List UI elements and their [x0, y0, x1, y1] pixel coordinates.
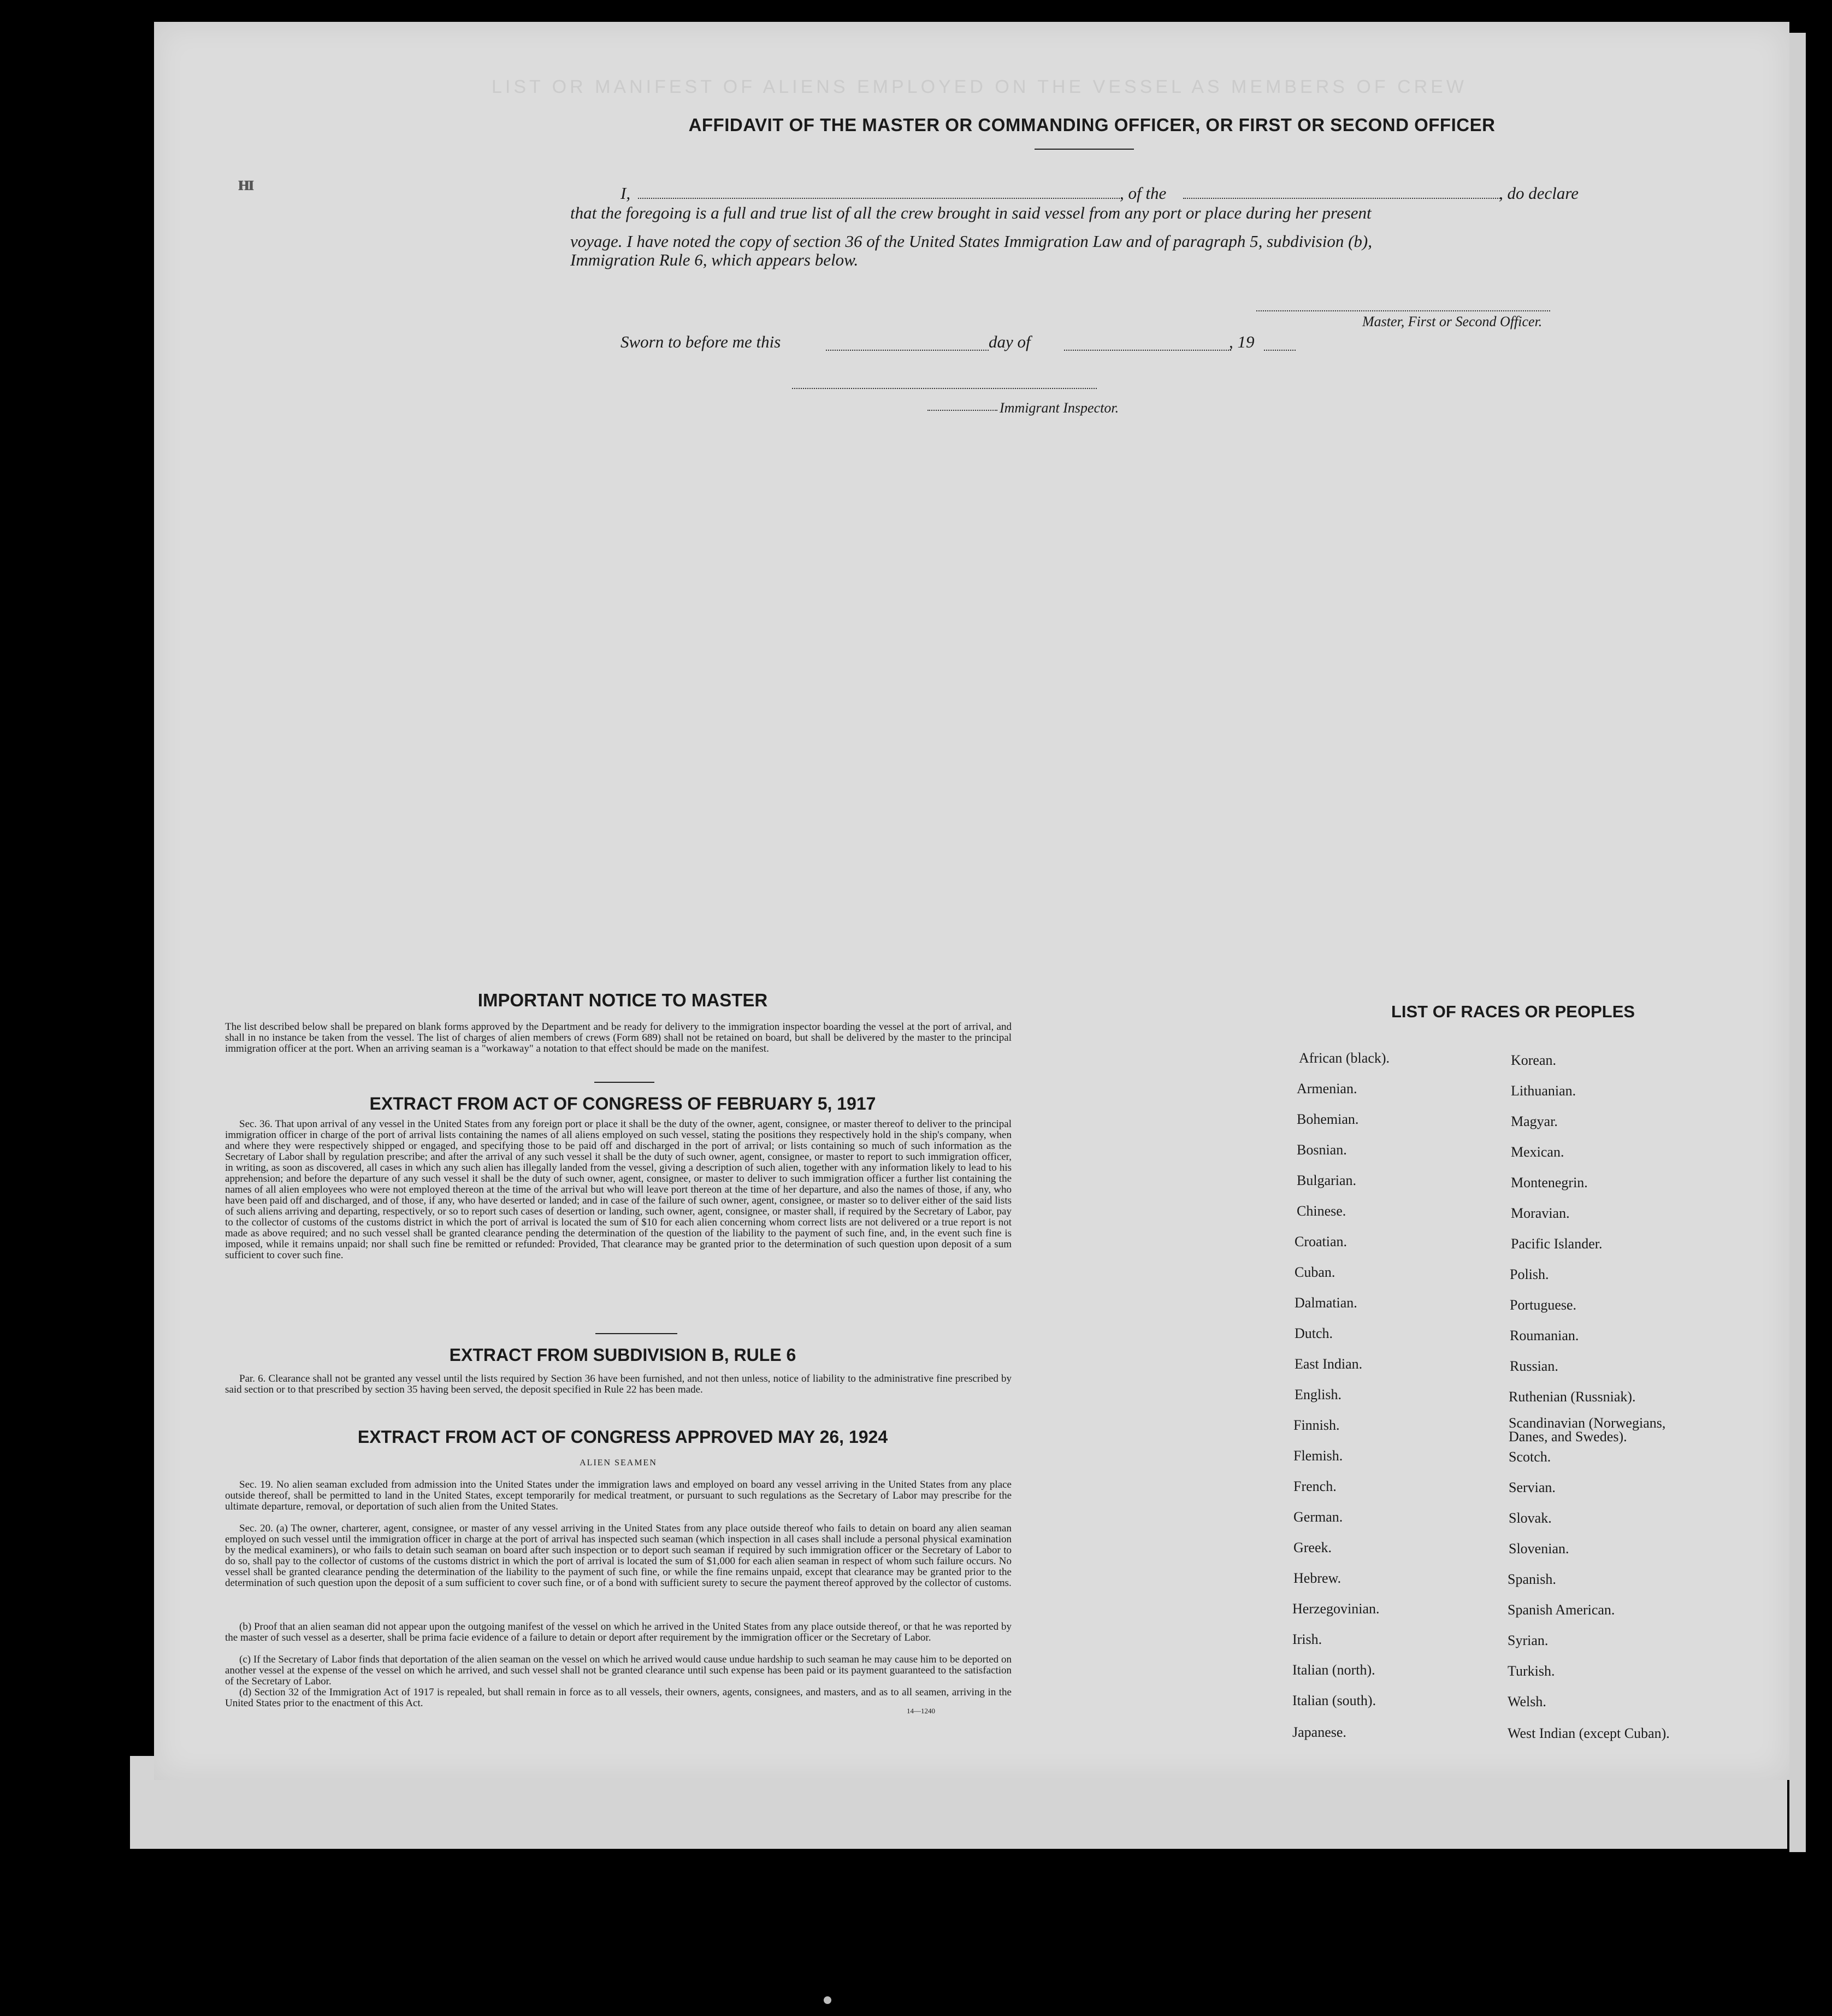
race-right-10: Roumanian. [1510, 1328, 1579, 1343]
race-right-12: Ruthenian (Russniak). [1509, 1389, 1636, 1405]
affidavit-line-4: Immigration Rule 6, which appears below. [570, 250, 859, 269]
race-right-14: Scotch. [1509, 1449, 1551, 1465]
race-right-2: Lithuanian. [1511, 1083, 1576, 1099]
race-right-23: West Indian (except Cuban). [1508, 1725, 1670, 1741]
race-left-15: French. [1293, 1478, 1337, 1494]
race-left-3: Bohemian. [1297, 1111, 1359, 1127]
inspector-caption: Immigrant Inspector. [1000, 400, 1119, 416]
race-right-17: Slovenian. [1509, 1541, 1569, 1557]
act-1924-subtitle: ALIEN SEAMEN [580, 1458, 657, 1467]
race-right-3: Magyar. [1511, 1113, 1558, 1129]
race-left-2: Armenian. [1297, 1081, 1357, 1097]
divider [595, 1333, 677, 1334]
affidavit-do-declare: , do declare [1499, 184, 1579, 203]
sworn-year-blank[interactable] [1264, 350, 1296, 351]
race-left-20: Irish. [1292, 1631, 1322, 1647]
speck-mark [824, 1996, 831, 2004]
race-left-4: Bosnian. [1297, 1142, 1347, 1158]
race-left-8: Cuban. [1295, 1264, 1335, 1280]
race-right-8: Polish. [1510, 1266, 1549, 1282]
race-right-20: Syrian. [1508, 1632, 1549, 1648]
affidavit-line-2: that the foregoing is a full and true list of all the crew brought in said vessel from any port or place during her present [570, 203, 1372, 222]
race-left-9: Dalmatian. [1295, 1295, 1357, 1311]
race-left-5: Bulgarian. [1297, 1172, 1357, 1188]
race-right-22: Welsh. [1508, 1694, 1546, 1710]
race-right-16: Slovak. [1509, 1510, 1552, 1526]
master-signature-blank[interactable] [1256, 310, 1550, 311]
rule-6-title: EXTRACT FROM SUBDIVISION B, RULE 6 [449, 1345, 796, 1365]
race-right-6: Moravian. [1511, 1205, 1570, 1221]
act-1917-title: EXTRACT FROM ACT OF CONGRESS OF FEBRUARY 5, 1917 [369, 1094, 876, 1113]
sheet-edge [1789, 33, 1806, 1852]
race-right-4: Mexican. [1511, 1144, 1564, 1160]
act-1917-body: Sec. 36. That upon arrival of any vessel in the United States from any foreign port or place it shall be the duty of the owner, agent, consignee, or master thereof to deliver to the principal immigration officer in charge of the port of arrival lists containing the names of all aliens employed on such vessel, stating the positions they respectively hold in the ship's company, when and where they were respectively shipped or engaged, and specifying those to be paid off and discharged in the port of arrival; or lists containing so much of such information as the Secretary of Labor shall by regulation prescribe; and after the arrival of any such vessel it shall be the duty of such owner, agent, consignee, or master to report to such immigration officer, in writing, as soon as discovered, all cases in which any such alien has illegally landed from the vessel, giving a description of such alien, together with any information likely to lead to his apprehension; and before the departure of any such vessel it shall be the duty of such owner, agent, consignee, or master to deliver to such immigration officer a further list containing the names of all alien employees who were not employed thereon at the time of the arrival but who will leave port thereon at the time of her departure, and also the names of those, if any, who have been paid off and discharged, and of those, if any, who have deserted or landed; and in case of the failure of such owner, agent, consignee, or master so to deliver either of the said lists of such aliens arriving and departing, respectively, or so to report such cases of desertion or landing, such owner, agent, consignee, or master shall, if required by the Secretary of Labor, pay to the collector of customs of the customs district in which the port of arrival is located the sum of $10 for each alien concerning whom correct lists are not delivered or a true report is not made as above required; and no such vessel shall be granted clearance pending the determination of the question of the liability to the payment of such fine, and, in the event such fine is imposed, while it remains unpaid; nor shall such fine be remitted or refunded: Provided, That clearance may be granted prior to the determination of such question upon deposit of a sum sufficient to cover such fine. [225, 1118, 1012, 1261]
inspector-signature-blank[interactable] [792, 388, 1097, 389]
race-right-21: Turkish. [1508, 1663, 1555, 1679]
race-left-23: Japanese. [1292, 1724, 1346, 1740]
race-left-22: Italian (south). [1292, 1693, 1376, 1708]
affidavit-i-label: I, [620, 184, 631, 203]
sec-19-body: Sec. 19. No alien seaman excluded from admission into the United States under the immigration laws and employed on board any vessel arriving in the United States from any place outside thereof, shall be permitted to land in the United States, except temporarily for medical treatment, or pursuant to such regulations as the Secretary of Labor may prescribe for the ultimate departure, removal, or deportation of such alien from the United States. [225, 1479, 1012, 1512]
race-left-6: Chinese. [1297, 1203, 1346, 1219]
race-right-15: Servian. [1509, 1479, 1556, 1495]
master-caption: Master, First or Second Officer. [1362, 314, 1543, 329]
handwritten-mark: ᴴᴵ [238, 175, 253, 202]
race-left-17: Greek. [1293, 1540, 1332, 1555]
races-title: LIST OF RACES OR PEOPLES [1391, 1002, 1635, 1021]
inspector-signature-lead [927, 410, 997, 411]
race-right-11: Russian. [1510, 1358, 1558, 1374]
act-1924-title: EXTRACT FROM ACT OF CONGRESS APPROVED MAY 26, 1924 [357, 1427, 888, 1447]
race-left-13: Finnish. [1293, 1417, 1340, 1433]
divider [594, 1082, 654, 1083]
sec-20a-body: Sec. 20. (a) The owner, charterer, agent, consignee, or master of any vessel arriving in the United States from any place outside thereof who fails to detain on board any alien seaman employed on such vessel until the immigration officer in charge at the port of arrival has inspected such seaman (which inspection in all cases shall include a personal physical examination by the medical examiners), or who fails to detain such seaman on board after such inspection or to deport such seaman if required by such immigration officer or the Secretary of Labor to do so, shall pay to the collector of customs of the customs district in which the port of arrival is located the sum of $1,000 for each alien seaman in respect of whom such failure occurs. No vessel shall be granted clearance pending the determination of the liability to the payment of such fine, or while the fine remains unpaid, except that clearance may be granted prior to the determination of such question upon the deposit of a sum sufficient to cover such fine, or of a bond with sufficient surety to secure the payment thereof approved by the collector of customs. [225, 1523, 1012, 1589]
affidavit-title: AFFIDAVIT OF THE MASTER OR COMMANDING OFFICER, OR FIRST OR SECOND OFFICER [688, 115, 1496, 135]
sworn-day-blank[interactable] [826, 350, 989, 351]
race-left-11: East Indian. [1295, 1356, 1363, 1372]
sworn-label: Sworn to before me this [620, 332, 781, 351]
day-of-label: day of [989, 332, 1031, 351]
race-left-1: African (black). [1299, 1050, 1390, 1066]
affidavit-line-3: voyage. I have noted the copy of section 36 of the United States Immigration Law and of paragraph 5, subdivision (b), [570, 232, 1372, 251]
race-right-19: Spanish American. [1508, 1602, 1615, 1618]
race-right-1: Korean. [1511, 1052, 1557, 1068]
notice-body: The list described below shall be prepared on blank forms approved by the Department and be ready for delivery to the immigration inspector boarding the vessel at the port of arrival, and shall in no instance be taken from the vessel. The list of charges of alien members of crews (Form 689) shall not be retained on board, but shall be delivered by the master to the principal immigration officer at the port. When an arriving seaman is a "workaway" a notation to that effect should be made on the manifest. [225, 1021, 1012, 1054]
sec-20d-body: (d) Section 32 of the Immigration Act of 1917 is repealed, but shall remain in force as to all vessels, their owners, agents, consignees, and masters, and as to all seamen, arriving in the United States prior to the enactment of this Act. [225, 1687, 1012, 1709]
race-left-21: Italian (north). [1292, 1662, 1375, 1678]
race-left-12: English. [1295, 1387, 1342, 1402]
vessel-blank[interactable] [1183, 198, 1502, 199]
sec-20b-body: (b) Proof that an alien seaman did not appear upon the outgoing manifest of the vessel on which he arrived in the United States from any place outside thereof, or that he was reported by the master of such vessel as a deserter, shall be prima facie evidence of a failure to detain or deport after requirement by the immigration officer or the Secretary of Labor. [225, 1621, 1012, 1643]
sworn-month-blank[interactable] [1064, 350, 1231, 351]
rule-6-body: Par. 6. Clearance shall not be granted any vessel until the lists required by Section 36 have been furnished, and not then unless, notice of liability to the administrative fine prescribed by said section or to that prescribed by section 35 having been served, the deposit specified in Rule 22 has been made. [225, 1373, 1012, 1395]
bleed-through-header: LIST OR MANIFEST OF ALIENS EMPLOYED ON THE VESSEL AS MEMBERS OF CREW [492, 76, 1467, 97]
title-underline [1035, 149, 1134, 150]
race-left-16: German. [1293, 1509, 1343, 1525]
year-label: , 19 [1229, 332, 1255, 351]
race-right-13: Scandinavian (Norwegians, Danes, and Swedes). [1509, 1415, 1666, 1445]
affidavit-of-the: , of the [1120, 184, 1167, 203]
race-left-14: Flemish. [1293, 1448, 1343, 1464]
race-left-7: Croatian. [1295, 1234, 1348, 1249]
race-left-18: Hebrew. [1293, 1570, 1342, 1586]
race-left-10: Dutch. [1295, 1325, 1333, 1341]
race-right-9: Portuguese. [1510, 1297, 1577, 1313]
race-right-18: Spanish. [1508, 1571, 1556, 1587]
race-right-5: Montenegrin. [1511, 1175, 1588, 1190]
form-number: 14—1240 [907, 1707, 935, 1715]
sec-20c-body: (c) If the Secretary of Labor finds that deportation of the alien seaman on the vessel on which he arrived would cause undue hardship to such seaman he may cause him to be deported on another vessel at the expense of the vessel on which he arrived, and such vessel shall not be granted clearance until such expense has been paid or its payment guaranteed to the satisfaction of the Secretary of Labor. [225, 1654, 1012, 1687]
race-right-7: Pacific Islander. [1511, 1236, 1603, 1252]
race-left-19: Herzegovinian. [1292, 1601, 1380, 1617]
notice-title: IMPORTANT NOTICE TO MASTER [477, 990, 768, 1010]
name-blank[interactable] [638, 198, 1122, 199]
